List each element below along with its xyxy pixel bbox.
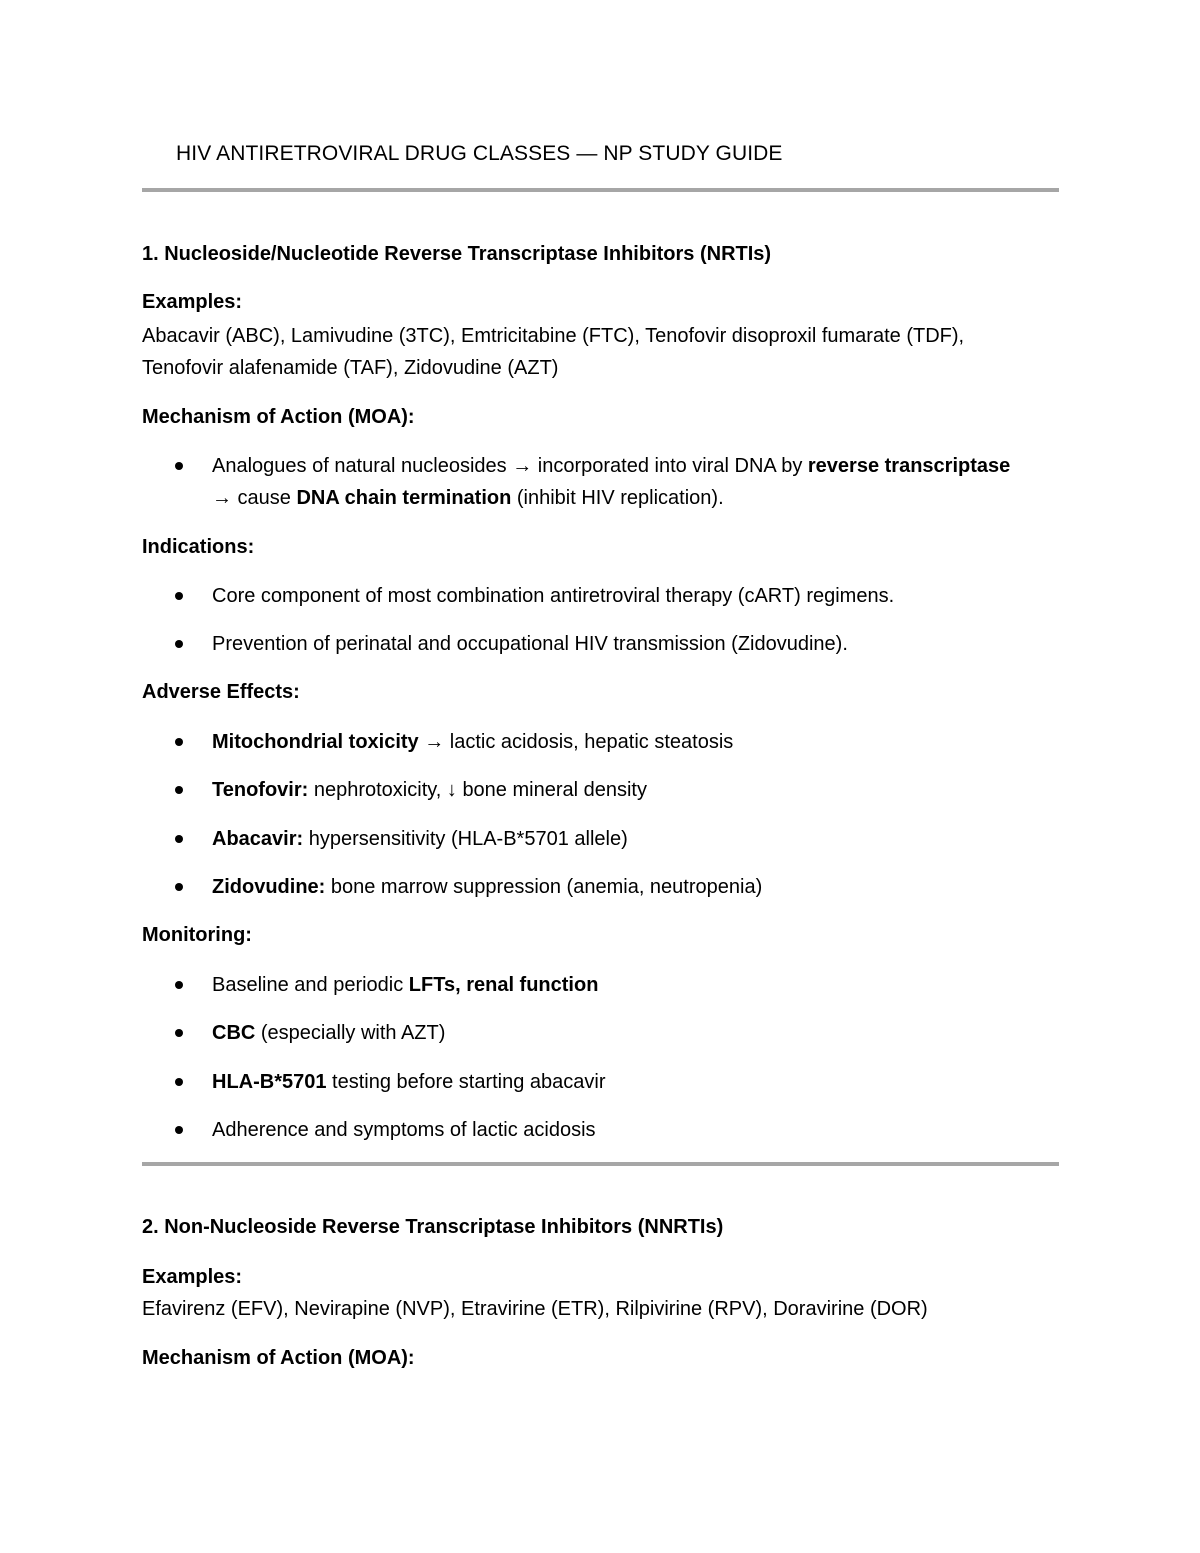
section-1-monitoring-item: HLA-B*5701 testing before starting abacavir: [212, 1071, 606, 1093]
section-1-indication-item: Core component of most combination antiretroviral therapy (cART) regimens.: [212, 585, 895, 607]
section-2-heading: 2. Non-Nucleoside Reverse Transcriptase Inhibitors (NNRTIs): [142, 1216, 724, 1238]
section-1-moa-line-1: Analogues of natural nucleosides → incorporated into viral DNA by reverse transcriptase: [212, 455, 1011, 477]
section-1-indication-item: Prevention of perinatal and occupational HIV transmission (Zidovudine).: [212, 633, 848, 655]
section-1-examples-label: Examples:: [142, 291, 243, 313]
section-1-examples-line-2: Tenofovir alafenamide (TAF), Zidovudine (AZT): [142, 357, 559, 379]
bullet-icon: [175, 640, 183, 648]
bullet-icon: [175, 1126, 183, 1134]
section-2-examples-line-1: Efavirenz (EFV), Nevirapine (NVP), Etravirine (ETR), Rilpivirine (RPV), Doravirine (DOR): [142, 1298, 928, 1320]
bullet-icon: [175, 786, 183, 794]
section-2-examples-label: Examples:: [142, 1266, 243, 1288]
section-1-adverse-item: Mitochondrial toxicity → lactic acidosis, hepatic steatosis: [212, 731, 734, 753]
section-1-adverse-item: Tenofovir: nephrotoxicity, ↓ bone mineral density: [212, 779, 647, 801]
horizontal-divider: [142, 188, 1059, 192]
section-1-adverse-item: Zidovudine: bone marrow suppression (anemia, neutropenia): [212, 876, 763, 898]
bullet-icon: [175, 883, 183, 891]
section-1-monitoring-label: Monitoring:: [142, 924, 252, 946]
section-1-indications-label: Indications:: [142, 536, 255, 558]
section-1-heading: 1. Nucleoside/Nucleotide Reverse Transcriptase Inhibitors (NRTIs): [142, 243, 772, 265]
bullet-icon: [175, 835, 183, 843]
horizontal-divider: [142, 1162, 1059, 1166]
section-1-moa-label: Mechanism of Action (MOA):: [142, 406, 415, 428]
bullet-icon: [175, 462, 183, 470]
bullet-icon: [175, 1078, 183, 1086]
section-1-monitoring-item: Adherence and symptoms of lactic acidosis: [212, 1119, 596, 1141]
bullet-icon: [175, 592, 183, 600]
section-1-adverse-label: Adverse Effects:: [142, 681, 300, 703]
section-1-monitoring-item: Baseline and periodic LFTs, renal function: [212, 974, 599, 996]
section-2-moa-label: Mechanism of Action (MOA):: [142, 1347, 415, 1369]
section-1-monitoring-item: CBC (especially with AZT): [212, 1022, 446, 1044]
bullet-icon: [175, 981, 183, 989]
section-1-moa-line-2: → cause DNA chain termination (inhibit HIV replication).: [212, 487, 724, 509]
document-title: HIV ANTIRETROVIRAL DRUG CLASSES — NP STUDY GUIDE: [176, 142, 783, 165]
bullet-icon: [175, 738, 183, 746]
bullet-icon: [175, 1029, 183, 1037]
section-1-examples-line-1: Abacavir (ABC), Lamivudine (3TC), Emtricitabine (FTC), Tenofovir disoproxil fumarate (TDF),: [142, 325, 965, 347]
section-1-adverse-item: Abacavir: hypersensitivity (HLA-B*5701 allele): [212, 828, 628, 850]
